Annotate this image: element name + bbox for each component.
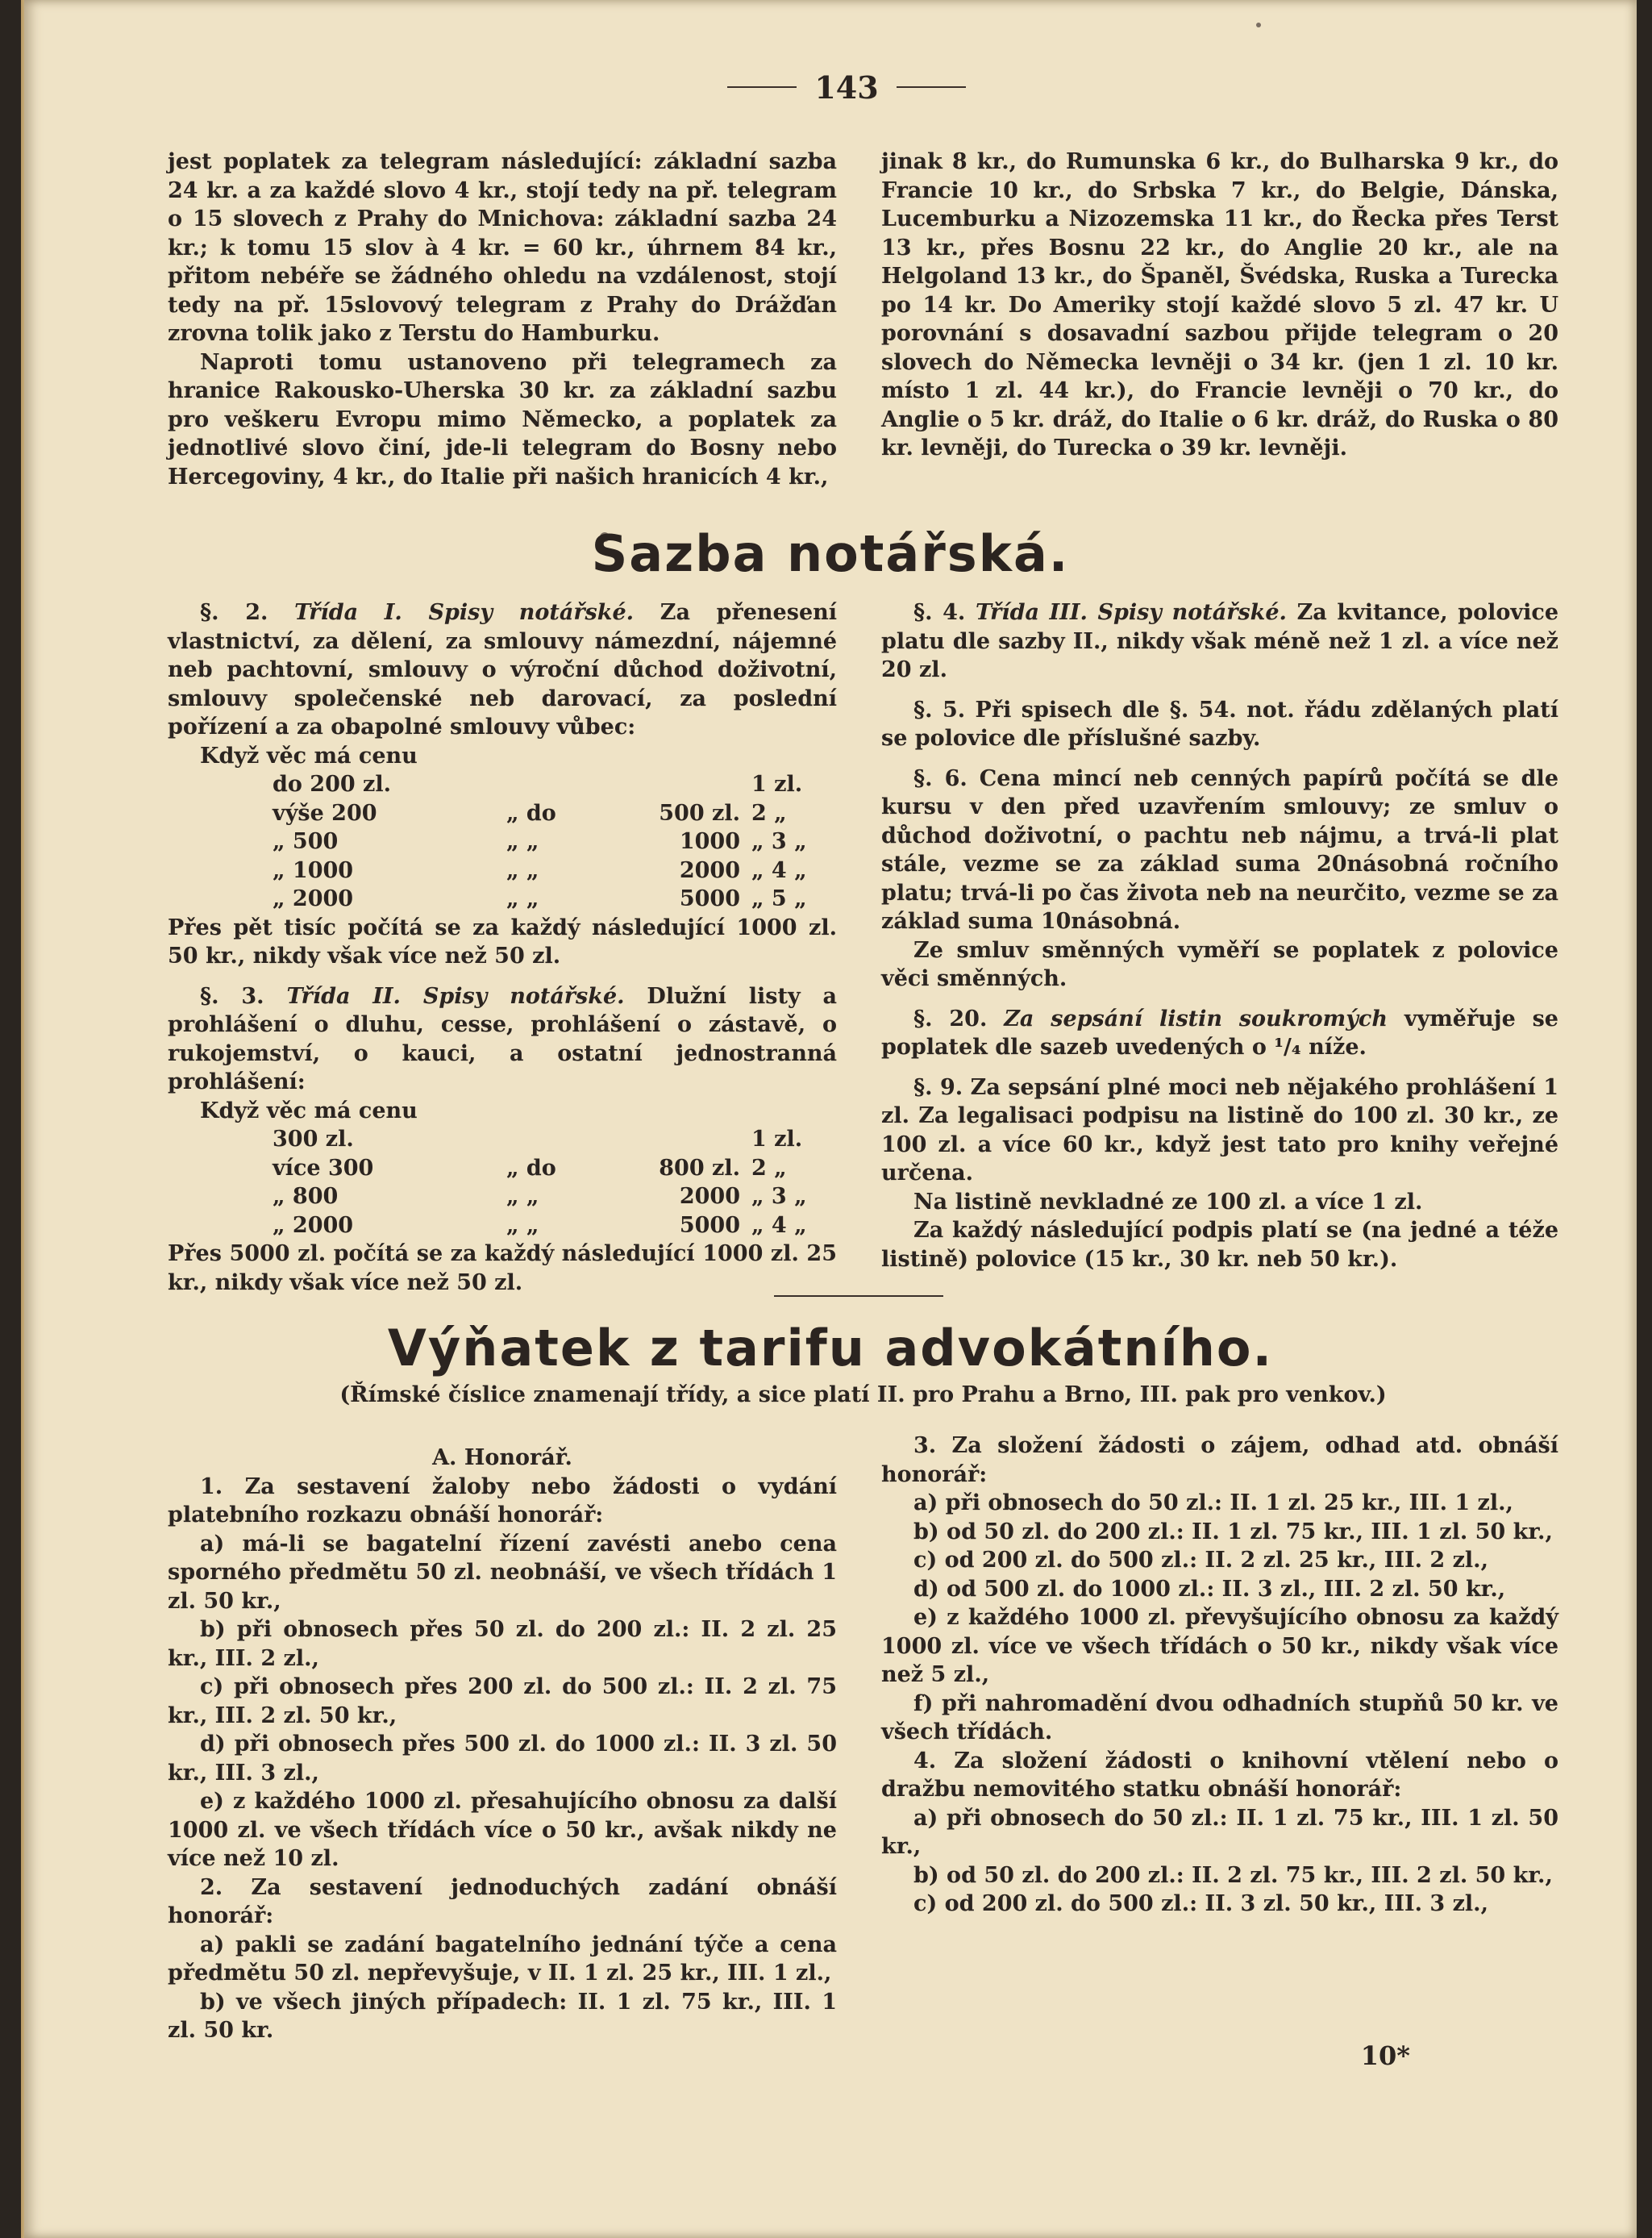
table-cell: „ „ — [506, 829, 539, 854]
table-cell: „ 5 „ — [751, 886, 807, 911]
list-item: a) při obnosech do 50 zl.: II. 1 zl. 75 kr., III. 1 zl. 50 kr., — [881, 1805, 1558, 1859]
table-cell: 2 „ — [751, 800, 787, 826]
list-item: c) od 200 zl. do 500 zl.: II. 2 zl. 25 kr., III. 2 zl., — [913, 1548, 1488, 1573]
advocate-right-column — [881, 1432, 1558, 1919]
table-cell: „ do — [506, 1155, 556, 1181]
table-cell: 2 „ — [751, 1155, 787, 1181]
section-text: Za kvitance, polovice platu dle sazby II., nikdy však méně než 1 zl. a více než 20 zl. — [881, 600, 1558, 682]
fee-table — [168, 1125, 837, 1240]
table-cell — [619, 770, 740, 799]
list-item: 4. Za složení žádosti o knihovní vtělení nebo o dražbu nemovitého statku obnáší honorář: — [881, 1748, 1558, 1802]
table-cell: „ 800 — [273, 1184, 339, 1209]
list-item: a) pakli se zadání bagatelního jednání týče a cena předmětu 50 zl. nepřevyšuje, v II. 1 zl. 25 kr., III. 1 zl., — [168, 1932, 837, 1986]
list-item: b) od 50 zl. do 200 zl.: II. 2 zl. 75 kr., III. 2 zl. 50 kr., — [913, 1862, 1553, 1888]
table-cell — [506, 770, 619, 799]
list-item: 3. Za složení žádosti o zájem, odhad atd. obnáší honorář: — [881, 1433, 1558, 1487]
table-cell: „ „ — [506, 886, 539, 911]
advocate-left-column — [168, 1444, 837, 2045]
page-number: 143 — [814, 69, 879, 106]
table-cell: „ „ — [506, 1212, 539, 1238]
section-number: §. 2. — [200, 600, 268, 625]
table-cell: 2000 — [679, 1184, 740, 1209]
paragraph: §. 6. Cena mincí neb cenných papírů počítá se dle kursu v den před uzavřením smlouvy; ze smluv o důchod doživotní, o pachtu neb nájmu, a trvá-li plat stále, vezme se za základ suma 20násobná ročního platu; trvá-li po čas života neb na neurčito, vezme se za základ suma 10násobná. — [881, 765, 1558, 934]
table-cell: „ 3 „ — [751, 829, 807, 854]
table-cell — [619, 1125, 740, 1154]
section-subtitle: (Římské číslice znamenají třídy, a sice platí II. pro Prahu a Brno, III. pak pro venkov.) — [339, 1382, 1387, 1407]
paragraph: Naproti tomu ustanoveno při telegramech za hranice Rakousko-Uherska 30 kr. za základní sazbu pro veškeru Evropu mimo Německo, a poplatek za jednotlivé slovo činí, jde-li telegram do Bosny nebo Hercegoviny, 4 kr., do Italie při našich hranicích 4 kr., — [168, 349, 837, 490]
table-cell: 500 zl. — [659, 800, 740, 826]
notary-right-column — [881, 598, 1558, 1273]
table-cell: 5000 — [679, 1212, 740, 1238]
paragraph — [168, 982, 837, 1097]
table-cell: 1000 — [679, 829, 740, 854]
table-cell: „ „ — [506, 1184, 539, 1209]
list-item: b) od 50 zl. do 200 zl.: II. 1 zl. 75 kr., III. 1 zl. 50 kr., — [913, 1519, 1553, 1544]
list-item: a) při obnosech do 50 zl.: II. 1 zl. 25 kr., III. 1 zl., — [913, 1490, 1513, 1515]
signature-mark: 10* — [1360, 2040, 1410, 2071]
table-cell: 2000 — [679, 857, 740, 883]
table-cell: „ „ — [506, 857, 539, 883]
table-cell: „ 2000 — [273, 1212, 354, 1238]
list-item: a) má-li se bagatelní řízení zavésti anebo cena sporného předmětu 50 zl. neobnáší, ve všech třídách 1 zl. 50 kr., — [168, 1531, 837, 1614]
paragraph: jest poplatek za telegram následující: základní sazba 24 kr. a za každé slovo 4 kr., stojí tedy na př. telegram o 15 slovech z Prahy do Mnichova: základní sazba 24 kr.; k tomu 15 slov à 4 kr. = 60 kr., úhrnem 84 kr., přitom nebéře se žádného ohledu na vzdálenost, stojí tedy na př. 15slovový telegram z Prahy do Drážďan zrovna tolik jako z Terstu do Hamburku. — [168, 149, 837, 346]
list-item: 2. Za sestavení jednoduchých zadání obnáší honorář: — [168, 1874, 837, 1928]
value-label: Když věc má cenu — [200, 1098, 418, 1123]
divider — [774, 1295, 943, 1297]
fee-table — [168, 770, 837, 914]
intro-left-column — [168, 148, 837, 491]
section-title: Třída II. Spisy notářské. — [286, 983, 625, 1009]
paragraph — [168, 598, 837, 742]
page-header — [709, 63, 984, 111]
section-number: §. 20. — [913, 1006, 988, 1031]
paragraph: §. 5. Při spisech dle §. 54. not. řádu zdělaných platí se polovice dle příslušné sazby. — [881, 697, 1558, 751]
table-cell: 1 zl. — [751, 772, 803, 797]
list-item: f) při nahromadění dvou odhadních stupňů 50 kr. ve všech třídách. — [881, 1690, 1558, 1744]
paragraph: Přes pět tisíc počítá se za každý následující 1000 zl. 50 kr., nikdy však více než 50 zl. — [168, 915, 837, 969]
list-item: c) při obnosech přes 200 zl. do 500 zl.: II. 2 zl. 75 kr., III. 2 zl. 50 kr., — [168, 1674, 837, 1728]
list-item: b) při obnosech přes 50 zl. do 200 zl.: II. 2 zl. 25 kr., III. 2 zl., — [168, 1617, 837, 1671]
list-item: c) od 200 zl. do 500 zl.: II. 3 zl. 50 kr., III. 3 zl., — [913, 1891, 1488, 1916]
list-item: e) z každého 1000 zl. přesahujícího obnosu za další 1000 zl. ve všech třídách více o 50 kr., avšak nikdy ne více než 10 zl. — [168, 1789, 837, 1871]
section-title-notary: Sazba notářská. — [591, 524, 1070, 583]
section-number: §. 4. — [913, 600, 966, 625]
table-cell: „ 500 — [273, 829, 339, 854]
list-item: e) z každého 1000 zl. převyšujícího obnosu za každý 1000 zl. více ve všech třídách o 50 kr., nikdy však více než 5 zl., — [881, 1605, 1558, 1687]
section-title-advocate: Výňatek z tarifu advokátního. — [387, 1319, 1274, 1377]
paragraph: Ze smluv směnných vyměří se poplatek z polovice věci směnných. — [881, 937, 1558, 991]
list-item: 1. Za sestavení žaloby nebo žádosti o vydání platebního rozkazu obnáší honorář: — [168, 1473, 837, 1527]
table-cell: „ 4 „ — [751, 1212, 807, 1238]
value-label: Když věc má cenu — [200, 743, 418, 769]
paragraph: jinak 8 kr., do Rumunska 6 kr., do Bulharska 9 kr., do Francie 10 kr., do Srbska 7 kr., do Belgie, Dánska, Lucemburku a Nizozemska 11 kr., do Řecka přes Terst 13 kr., přes Bosnu 22 kr., do Anglie 20 kr., ale na Helgoland 13 kr., do Španěl, Švédska, Ruska a Turecka po 14 kr. Do Ameriky stojí každé slovo 5 zl. 47 kr. U porovnání s dosavadní sazbou přijde telegram o 20 slovech do Německa levněji o 34 kr. (jen 1 zl. 10 kr. místo 1 zl. 44 kr.), do Francie levněji o 70 kr., do Anglie o 5 kr. dráž, do Italie o 6 kr. dráž, do Ruska o 80 kr. levněji, do Turecka o 39 kr. levněji. — [881, 149, 1558, 461]
notary-left-column — [168, 598, 837, 1297]
section-number: §. 3. — [200, 983, 264, 1009]
table-cell: více 300 — [273, 1155, 374, 1181]
subsection-heading: A. Honorář. — [432, 1445, 572, 1470]
paragraph: Na listině nevkladné ze 100 zl. a více 1 zl. — [913, 1189, 1423, 1215]
table-cell: 1 zl. — [751, 1127, 803, 1152]
list-item: d) od 500 zl. do 1000 zl.: II. 3 zl., III. 2 zl. 50 kr., — [913, 1576, 1506, 1602]
section-title: Třída III. Spisy notářské. — [975, 600, 1287, 625]
paragraph: Přes 5000 zl. počítá se za každý následující 1000 zl. 25 kr., nikdy však více než 50 zl. — [168, 1241, 837, 1295]
paragraph — [881, 598, 1558, 685]
table-cell: do 200 zl. — [273, 772, 392, 797]
list-item: b) ve všech jiných případech: II. 1 zl. 75 kr., III. 1 zl. 50 kr. — [168, 1989, 837, 2043]
intro-right-column — [881, 148, 1558, 463]
table-cell: „ 4 „ — [751, 857, 807, 883]
paragraph — [881, 1005, 1558, 1062]
table-cell: 800 zl. — [659, 1155, 740, 1181]
section-title: Třída I. Spisy notářské. — [294, 600, 635, 625]
table-cell: 5000 — [679, 886, 740, 911]
table-cell: „ 1000 — [273, 857, 354, 883]
ink-speck — [1256, 23, 1261, 27]
section-text: Dlužní listy a prohlášení o dluhu, cesse, prohlášení o zástavě, o rukojemství, o kauci, a ostatní jednostranná prohlášení: — [168, 983, 838, 1094]
table-cell — [506, 1125, 619, 1154]
section-text: Za přenesení vlastnictví, za dělení, za smlouvy námezdní, nájemné neb pachtovní, smlouvy o výroční důchod doživotní, smlouvy společenské neb darovací, za poslední pořízení a za obapolné smlouvy vůbec: — [168, 600, 838, 740]
table-cell: výše 200 — [273, 800, 377, 826]
list-item: d) při obnosech přes 500 zl. do 1000 zl.: II. 3 zl. 50 kr., III. 3 zl., — [168, 1732, 837, 1786]
paragraph: §. 9. Za sepsání plné moci neb nějakého prohlášení 1 zl. Za legalisaci podpisu na listině do 100 zl. 30 kr., ze 100 zl. a více 60 kr., když jest tato pro knihy veřejné určena. — [881, 1074, 1558, 1186]
section-text: vyměřuje se poplatek dle sazeb uvedených o ¹/₄ níže. — [881, 1006, 1558, 1060]
table-cell: 300 zl. — [273, 1127, 354, 1152]
table-cell: „ do — [506, 800, 556, 826]
table-cell: „ 3 „ — [751, 1184, 807, 1209]
paragraph: Za každý následující podpis platí se (na jedné a téže listině) polovice (15 kr., 30 kr. neb 50 kr.). — [881, 1218, 1558, 1272]
table-cell: „ 2000 — [273, 886, 354, 911]
section-title: Za sepsání listin soukromých — [1004, 1006, 1388, 1031]
